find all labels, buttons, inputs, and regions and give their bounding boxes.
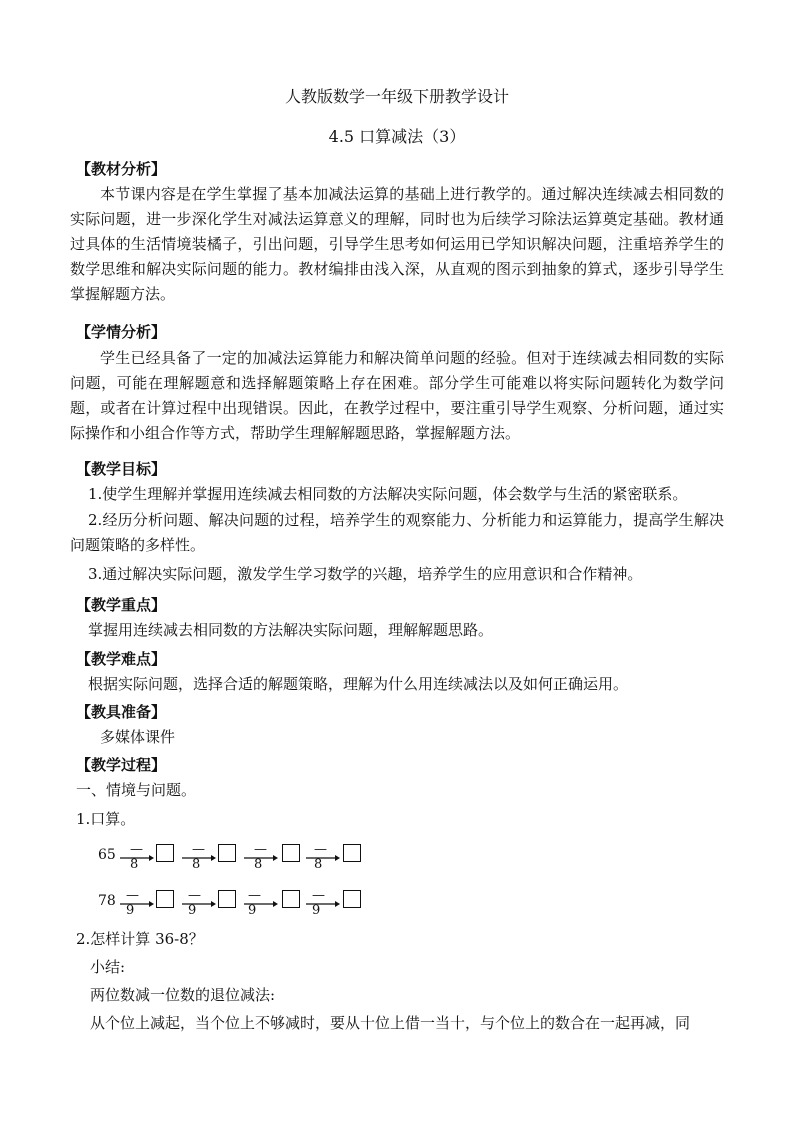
goal-item-3: 3.通过解决实际问题，激发学生学习数学的兴趣，培养学生的应用意识和合作精神。	[88, 565, 643, 583]
answer-box[interactable]	[282, 890, 300, 908]
summary-title: 两位数减一位数的退位减法:	[90, 986, 276, 1004]
arrow-icon	[120, 900, 154, 908]
paragraph-tools: 多媒体课件	[100, 728, 176, 746]
paragraph-difficulty: 根据实际问题，选择合适的解题策略，理解为什么用连续减法以及如何正确运用。	[88, 675, 629, 693]
heading-process: 【教学过程】	[76, 756, 167, 774]
chain-operator: —8	[314, 842, 327, 872]
heading-key: 【教学重点】	[76, 596, 167, 614]
paragraph-students: 学生已经具备了一定的加减法运算能力和解决简单问题的经验。但对于连续减去相同数的实际问题，可能在理解题意和选择解题策略上存在困难。部分学生可能难以将实际问题转化为数学问题，或者在计算过程中出现错误。因此，在教学过程中，要注重引导学生观察、分析问题，通过实际操作和小组合作等方式，帮助学生理解解题思路，掌握解题方法。	[70, 349, 724, 442]
process-part1: 一、情境与问题。	[76, 781, 197, 799]
chain-operator: —9	[248, 888, 261, 918]
goal-item-1: 1.使学生理解并掌握用连续减去相同数的方法解决实际问题，体会数学与生活的紧密联系。	[88, 485, 688, 503]
chain-start-number: 78	[98, 893, 116, 909]
answer-box[interactable]	[156, 844, 174, 862]
paragraph-key: 掌握用连续减去相同数的方法解决实际问题，理解解题思路。	[88, 621, 494, 639]
summary-body: 从个位上减起，当个位上不够减时，要从十位上借一当十，与个位上的数合在一起再减，同	[90, 1014, 691, 1032]
arrow-icon	[182, 900, 216, 908]
answer-box[interactable]	[218, 844, 236, 862]
heading-tools: 【教具准备】	[76, 703, 167, 721]
answer-box[interactable]	[343, 844, 361, 862]
chain-operator: —9	[312, 888, 325, 918]
chain-operator: —8	[192, 842, 205, 872]
process-item2: 2.怎样计算 36-8？	[76, 930, 204, 948]
chain-operator: —9	[126, 888, 139, 918]
arrow-icon	[306, 900, 340, 908]
arrow-icon	[120, 854, 154, 862]
answer-box[interactable]	[282, 844, 300, 862]
chain-operator: —8	[254, 842, 267, 872]
arrow-icon	[182, 854, 216, 862]
document-title: 人教版数学一年级下册教学设计	[284, 87, 509, 106]
chain-start-number: 65	[98, 847, 116, 863]
heading-analysis: 【教材分析】	[76, 160, 167, 178]
heading-goals: 【教学目标】	[76, 460, 167, 478]
chain-operator: —9	[188, 888, 201, 918]
arrow-icon	[306, 854, 340, 862]
answer-box[interactable]	[218, 890, 236, 908]
heading-difficulty: 【教学难点】	[76, 650, 167, 668]
arrow-icon	[244, 900, 278, 908]
process-item1: 1.口算。	[76, 810, 136, 828]
answer-box[interactable]	[156, 890, 174, 908]
answer-box[interactable]	[343, 890, 361, 908]
summary-label: 小结:	[90, 958, 126, 976]
chain-operator: —8	[130, 842, 143, 872]
paragraph-analysis: 本节课内容是在学生掌握了基本加减法运算的基础上进行教学的。通过解决连续减去相同数的实际问题，进一步深化学生对减法运算意义的理解，同时也为后续学习除法运算奠定基础。教材通过具体的生活情境装橘子，引出问题，引导学生思考如何运用已学知识解决问题，注重培养学生的数学思维和解决实际问题的能力。教材编排由浅入深，从直观的图示到抽象的算式，逐步引导学生掌握解题方法。	[70, 185, 724, 303]
arrow-icon	[244, 854, 278, 862]
goal-item-2: 2.经历分析问题、解决问题的过程，培养学生的观察能力、分析能力和运算能力，提高学生解决问题策略的多样性。	[70, 511, 724, 554]
heading-students: 【学情分析】	[76, 323, 167, 341]
document-subtitle: 4.5 口算减法（3）	[328, 127, 466, 146]
